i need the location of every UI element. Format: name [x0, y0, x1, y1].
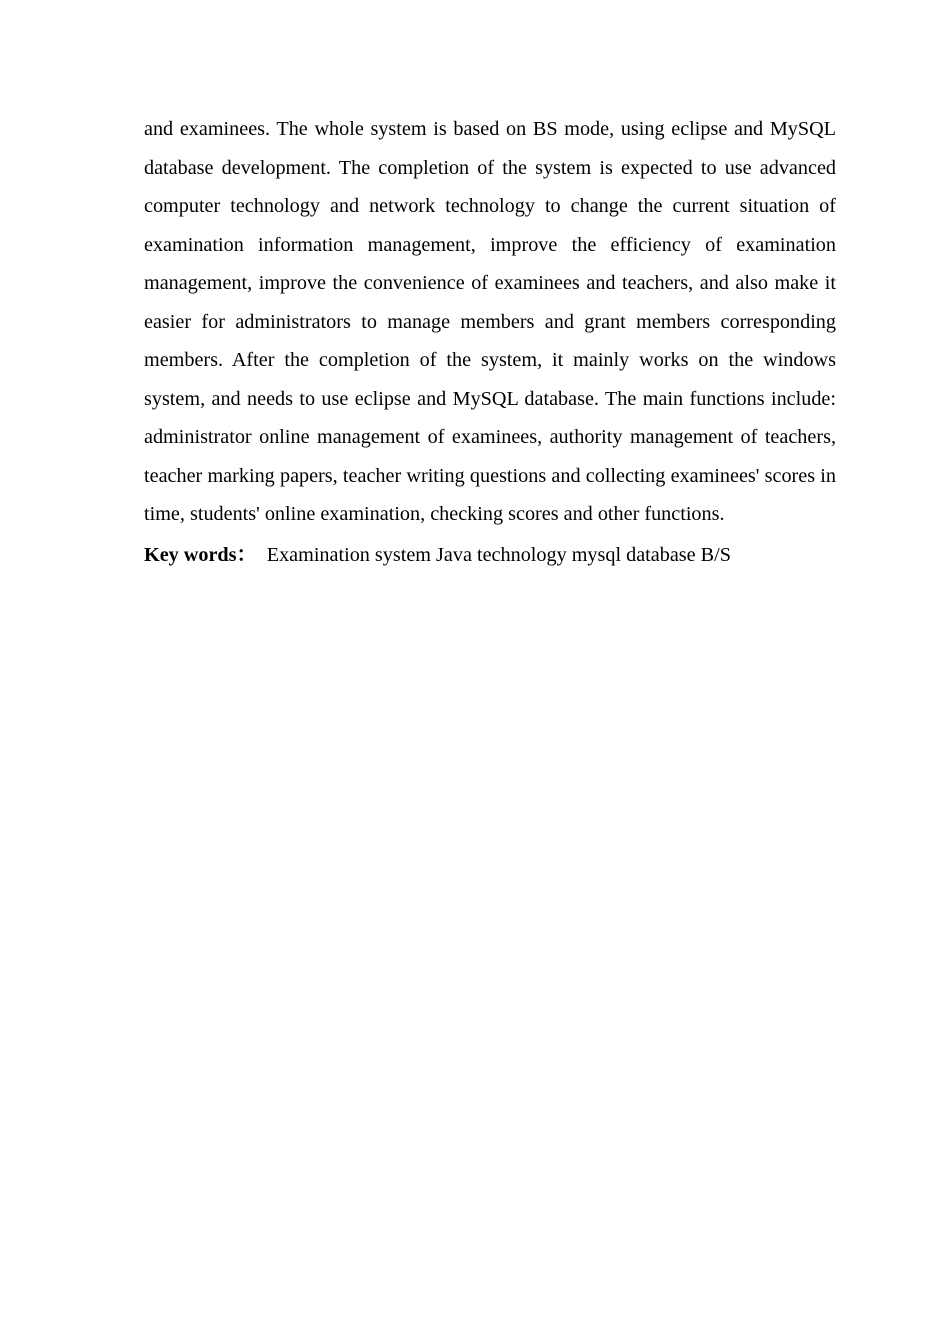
keywords-separator: ： [236, 543, 257, 566]
keywords-label: Key words [144, 543, 237, 566]
keywords-line [144, 536, 836, 575]
abstract-paragraph: and examinees. The whole system is based on BS mode, using eclipse and MySQL database development. The completion of the system is expected to use advanced computer technology and network technology to change the current situation of examination information management, improve the efficiency of examination management, improve the convenience of examinees and teachers, and also make it easier for administrators to manage members and grant members corresponding members. After the completion of the system, it mainly works on the windows system, and needs to use eclipse and MySQL database. The main functions include: administrator online management of examinees, authority management of teachers, teacher marking papers, teacher writing questions and collecting examinees' scores in time, students' online examination, checking scores and other functions. [144, 118, 836, 525]
abstract-section [144, 110, 836, 574]
keywords-text: Examination system Java technology mysql database B/S [266, 543, 731, 566]
